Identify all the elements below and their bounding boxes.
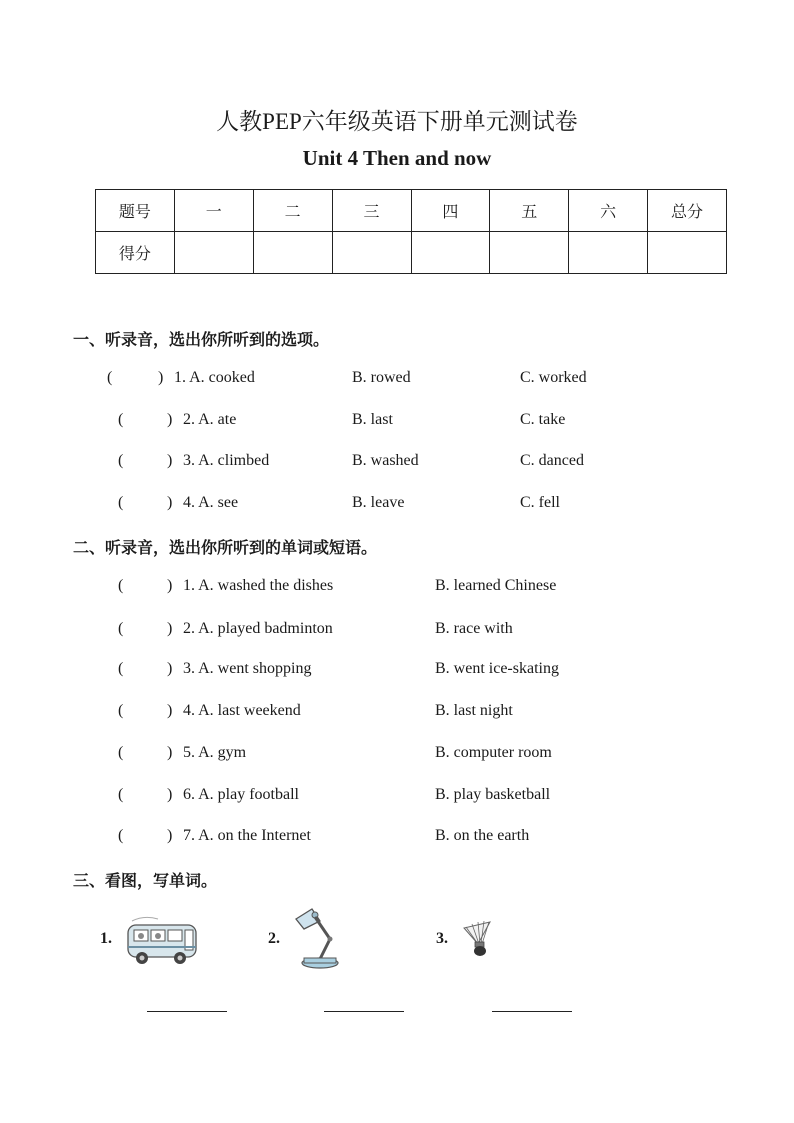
option-b: B. rowed (352, 369, 411, 386)
option-a: 6. A. play football (183, 786, 299, 803)
answer-bracket-open[interactable]: ( (118, 452, 124, 469)
answer-bracket-close: ) (167, 577, 173, 594)
answer-bracket-close: ) (167, 620, 173, 637)
answer-bracket-open[interactable]: ( (118, 702, 124, 719)
score-cell: 五 (490, 190, 569, 232)
page-subtitle: Unit 4 Then and now (302, 146, 492, 170)
option-a: 3. A. went shopping (183, 660, 312, 677)
option-a: 3. A. climbed (183, 452, 270, 469)
answer-bracket-open[interactable]: ( (118, 494, 124, 511)
option-b: B. computer room (435, 744, 552, 761)
answer-bracket-close: ) (167, 452, 173, 469)
option-c: C. danced (520, 452, 584, 469)
score-cell: 二 (253, 190, 332, 232)
answer-bracket-close: ) (167, 411, 173, 428)
shuttlecock-icon (456, 912, 508, 968)
answer-blank-3[interactable] (492, 1011, 572, 1012)
option-b: B. washed (352, 452, 419, 469)
answer-bracket-open[interactable]: ( (118, 827, 124, 844)
bus-icon (124, 913, 202, 971)
score-table-score-row (96, 232, 727, 274)
score-cell: 三 (332, 190, 411, 232)
answer-bracket-open[interactable]: ( (118, 411, 124, 428)
picture-item-number: 1. (100, 930, 112, 947)
option-b: B. learned Chinese (435, 577, 557, 594)
section-3-heading: 三、看图，写单词。 (73, 871, 218, 890)
score-input-cell[interactable] (253, 232, 332, 274)
score-cell: 总分 (648, 190, 727, 232)
option-a: 2. A. ate (183, 411, 237, 428)
answer-bracket-close: ) (167, 827, 173, 844)
section-2-heading: 二、听录音，选出你所听到的单词或短语。 (73, 538, 378, 557)
answer-bracket-close: ) (167, 702, 173, 719)
option-c: C. worked (520, 369, 587, 386)
answer-bracket-close: ) (167, 494, 173, 511)
answer-bracket-close: ) (167, 786, 173, 803)
score-input-cell[interactable] (569, 232, 648, 274)
option-b: B. leave (352, 494, 405, 511)
option-b: B. last night (435, 702, 513, 719)
score-cell: 得分 (96, 232, 175, 274)
answer-blank-2[interactable] (324, 1011, 404, 1012)
option-c: C. take (520, 411, 566, 428)
option-b: B. went ice-skating (435, 660, 559, 677)
option-a: 5. A. gym (183, 744, 247, 761)
answer-bracket-open[interactable]: ( (118, 620, 124, 637)
score-input-cell[interactable] (648, 232, 727, 274)
answer-bracket-open[interactable]: ( (118, 744, 124, 761)
desk-lamp-icon (290, 905, 350, 973)
option-b: B. play basketball (435, 786, 551, 803)
option-a: 4. A. last weekend (183, 702, 301, 719)
option-a: 1. A. cooked (174, 369, 255, 386)
answer-blank-1[interactable] (147, 1011, 227, 1012)
option-c: C. fell (520, 494, 560, 511)
score-input-cell[interactable] (174, 232, 253, 274)
option-a: 2. A. played badminton (183, 620, 333, 637)
answer-bracket-open[interactable]: ( (118, 786, 124, 803)
option-b: B. on the earth (435, 827, 530, 844)
score-input-cell[interactable] (332, 232, 411, 274)
score-table-header-row (96, 190, 727, 232)
option-a: 4. A. see (183, 494, 239, 511)
picture-item-number: 3. (436, 930, 448, 947)
score-input-cell[interactable] (490, 232, 569, 274)
answer-bracket-open[interactable]: ( (118, 577, 124, 594)
option-a: 7. A. on the Internet (183, 827, 311, 844)
answer-bracket-open[interactable]: ( (107, 369, 113, 386)
page-title: 人教PEP六年级英语下册单元测试卷 (216, 109, 578, 134)
answer-bracket-close: ) (167, 744, 173, 761)
score-cell: 六 (569, 190, 648, 232)
score-cell: 一 (174, 190, 253, 232)
section-1-heading: 一、听录音，选出你所听到的选项。 (73, 330, 330, 349)
option-b: B. race with (435, 620, 513, 637)
option-a: 1. A. washed the dishes (183, 577, 334, 594)
picture-item-number: 2. (268, 930, 280, 947)
answer-bracket-close: ) (158, 369, 164, 386)
answer-bracket-open[interactable]: ( (118, 660, 124, 677)
option-b: B. last (352, 411, 393, 428)
answer-bracket-close: ) (167, 660, 173, 677)
score-table (95, 189, 727, 274)
score-cell: 题号 (96, 190, 175, 232)
score-input-cell[interactable] (411, 232, 490, 274)
score-cell: 四 (411, 190, 490, 232)
